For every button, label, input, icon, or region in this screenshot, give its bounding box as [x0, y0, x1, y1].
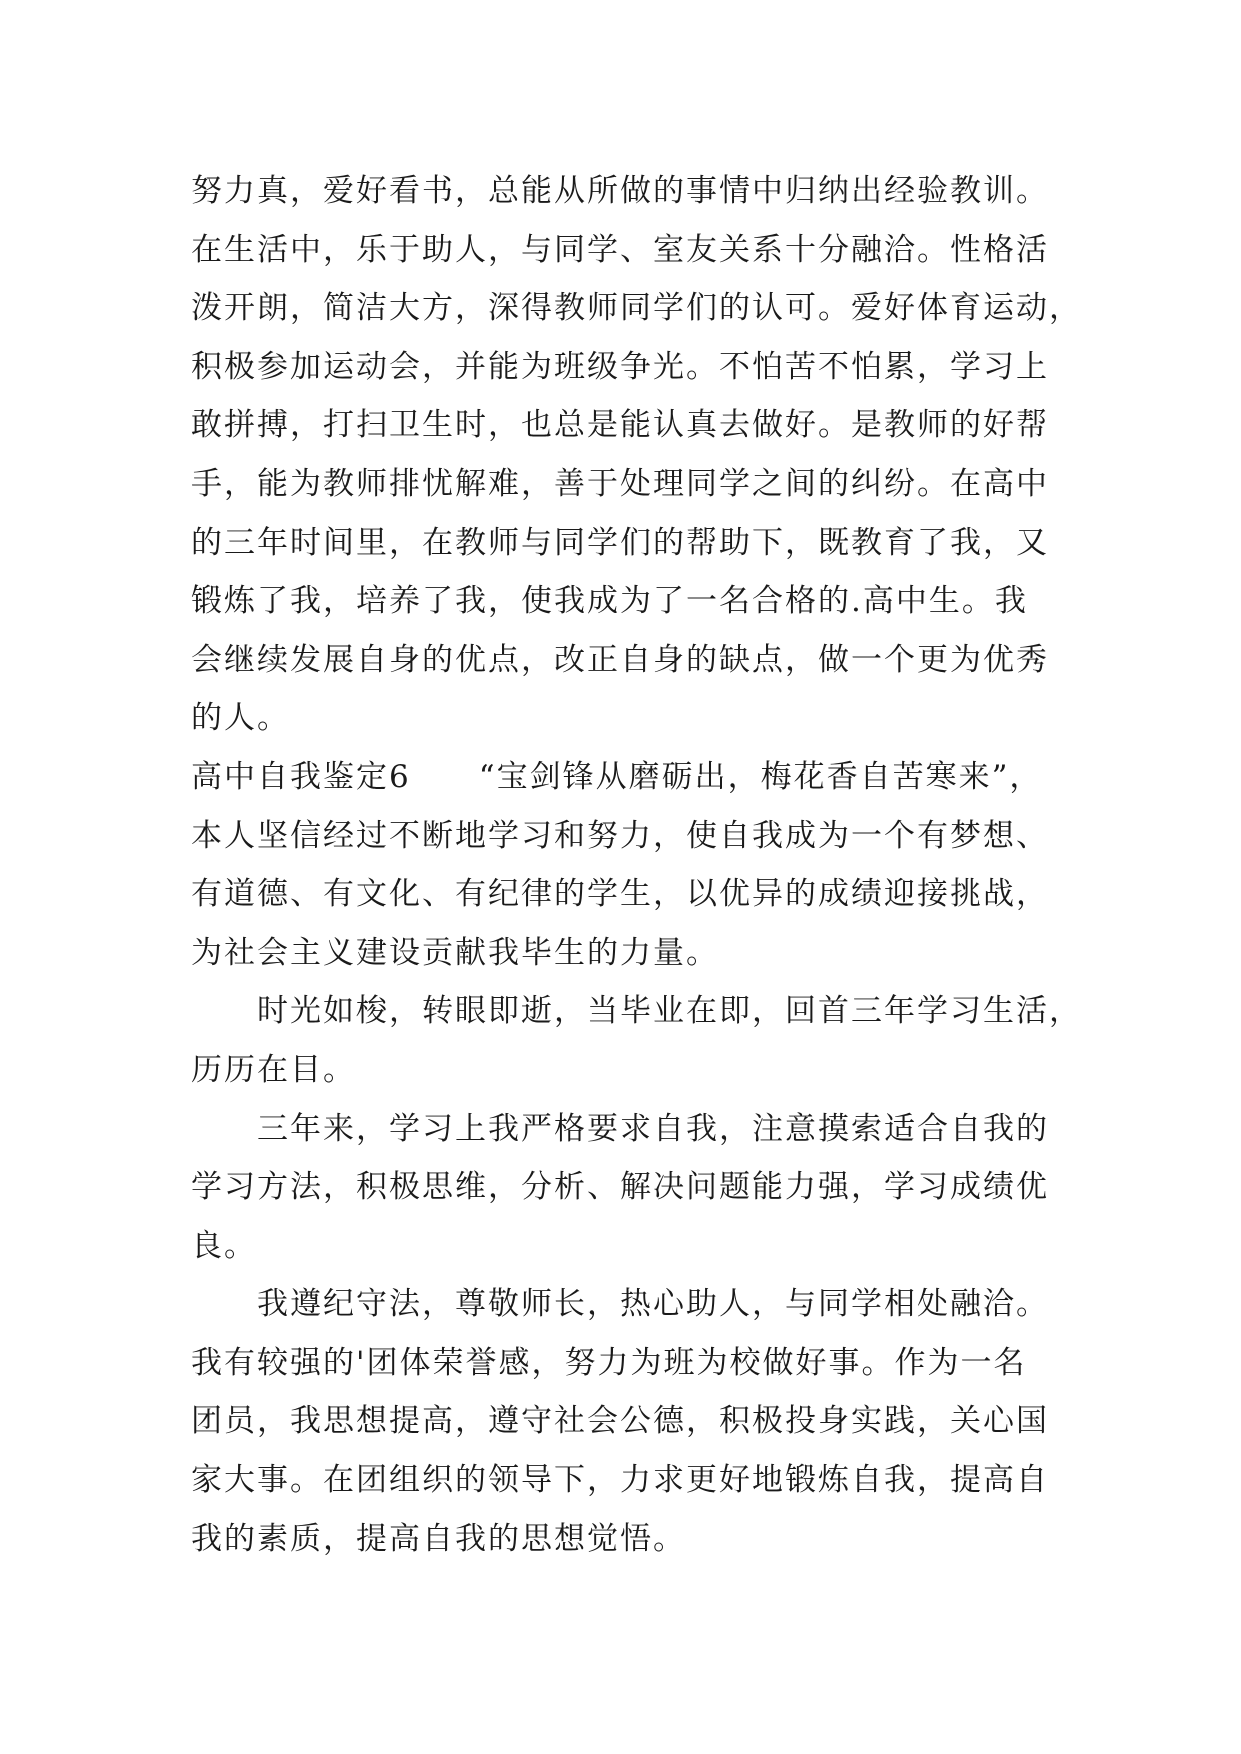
text-line: 努力真，爱好看书，总能从所做的事情中归纳出经验教训。 [191, 173, 1049, 209]
text-line: 我遵纪守法，尊敬师长，热心助人，与同学相处融洽。 [257, 1286, 1049, 1323]
text-line: 我有较强的'团体荣誉感，努力为班为校做好事。作为一名 [191, 1344, 1027, 1381]
text-line: 历历在目。 [191, 1051, 356, 1088]
section-heading-line [191, 748, 1071, 807]
text-line: 锻炼了我，培养了我，使我成为了一名合格的.高中生。我 [191, 583, 1028, 620]
text-line: 的人。 [191, 700, 290, 737]
text-line: 良。 [191, 1227, 257, 1264]
text-line: 为社会主义建设贡献我毕生的力量。 [191, 934, 719, 971]
document-body [191, 162, 1082, 1568]
section-heading: 高中自我鉴定6 [191, 758, 411, 795]
text-line: 团员，我思想提高，遵守社会公德，积极投身实践，关心国 [191, 1403, 1049, 1440]
text-line: 敢拼搏，打扫卫生时，也总是能认真去做好。是教师的好帮 [191, 407, 1049, 444]
text-line: 三年来，学习上我严格要求自我，注意摸索适合自我的 [257, 1110, 1049, 1147]
text-line: 手，能为教师排忧解难，善于处理同学之间的纠纷。在高中 [191, 465, 1049, 502]
text-line: 会继续发展自身的优点，改正自身的缺点，做一个更为优秀 [191, 641, 1049, 678]
quote-text: “宝剑锋从磨砺出，梅花香自苦寒来”， [478, 758, 1043, 795]
text-line: 我的素质，提高自我的思想觉悟。 [191, 1520, 686, 1557]
text-line: 有道德、有文化、有纪律的学生，以优异的成绩迎接挑战， [191, 876, 1049, 913]
text-line: 积极参加运动会，并能为班级争光。不怕苦不怕累，学习上 [191, 348, 1049, 385]
text-line: 的三年时间里，在教师与同学们的帮助下，既教育了我，又 [191, 524, 1049, 561]
text-line: 本人坚信经过不断地学习和努力，使自我成为一个有梦想、 [191, 817, 1049, 854]
text-line: 学习方法，积极思维，分析、解决问题能力强，学习成绩优 [191, 1169, 1049, 1206]
text-line: 时光如梭，转眼即逝，当毕业在即，回首三年学习生活， [257, 993, 1082, 1030]
text-line: 泼开朗，简洁大方，深得教师同学们的认可。爱好体育运动， [191, 290, 1082, 327]
text-line: 在生活中，乐于助人，与同学、室友关系十分融洽。性格活 [191, 231, 1049, 268]
text-line: 家大事。在团组织的领导下，力求更好地锻炼自我，提高自 [191, 1462, 1049, 1499]
